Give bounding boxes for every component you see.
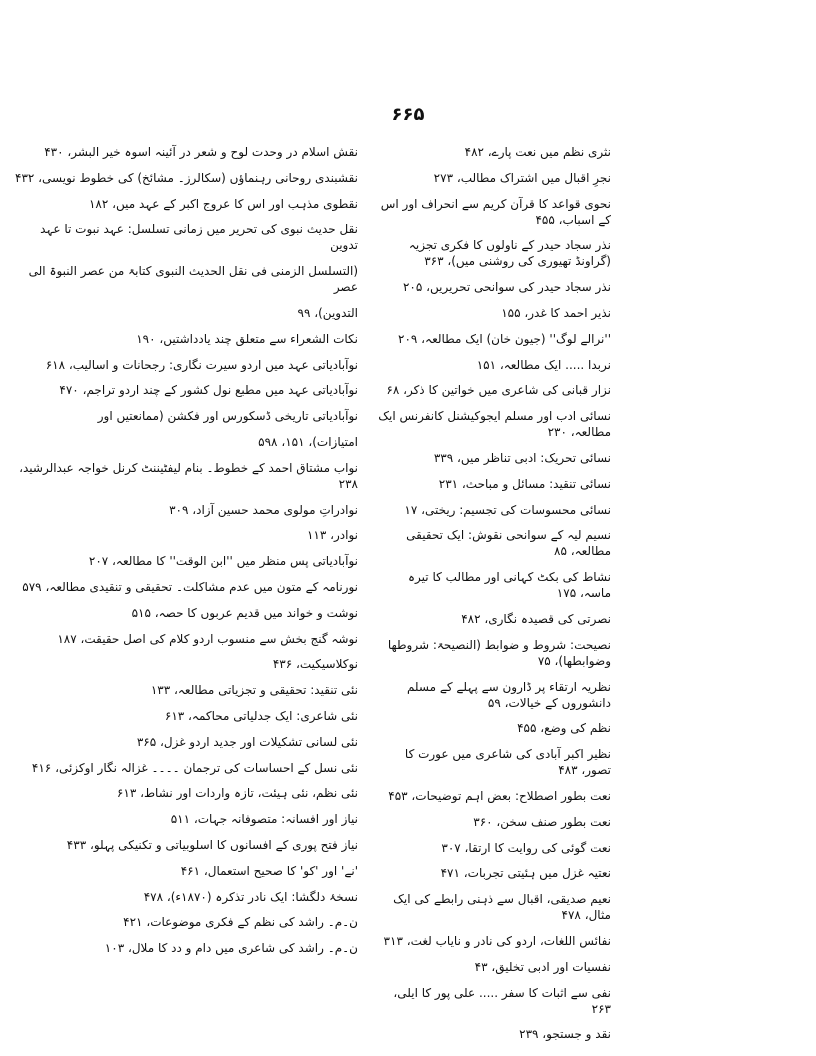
index-entry: امتیازات)، ۱۵۱، ۵۹۸ [258,434,358,449]
index-entry: نعت بطور صنف سخن، ۳۶۰ [473,814,611,829]
index-entry: نسائی ادب اور مسلم ایجوکیشنل کانفرنس ایک مطالعہ، ۲۳۰ [378,409,611,440]
index-entry: نسیم لیہ کے سوانحی نقوش: ایک تحقیقی مطالعہ، ۸۵ [406,528,611,559]
index-entry: نظریہ ارتقاء پر ڈارون سے پہلے کے مسلم دانشوروں کے خیالات، ۵۹ [406,679,611,710]
index-entry: نعتیہ غزل میں ہئیتی تجربات، ۴۷۱ [440,866,611,881]
index-entry: نوآبادیاتی پس منظر میں ''ابن الوقت'' کا مطالعہ، ۲۰۷ [88,554,358,569]
index-entry: نکات الشعراء سے متعلق چند یادداشتیں، ۱۹۰ [136,331,358,346]
index-entry: نذر سجاد حیدر کی سوانحی تحریریں، ۲۰۵ [402,280,611,295]
index-entry: نظیر اکبر آبادی کی شاعری میں عورت کا تصور، ۴۸۳ [404,747,611,778]
index-entry: 'نے' اور 'کو' کا صحیح استعمال، ۴۶۱ [180,863,358,878]
index-column-left [13,144,358,966]
index-entry: نئی تنقید: تحقیقی و تجزیاتی مطالعہ، ۱۳۳ [150,683,358,698]
index-entry: نئی نسل کے احساسات کی ترجمان ۔۔۔۔ غزالہ نگار اوکزئی، ۴۱۶ [31,760,358,775]
index-entry: نزار قبانی کی شاعری میں خواتین کا ذکر، ۶۸ [386,383,611,398]
index-entry: نفی سے اثبات کا سفر ..... علی پور کا ایلی، ۲۶۳ [393,985,611,1016]
index-entry: نفسیات اور ادبی تخلیق، ۴۳ [474,959,611,974]
index-entry: نوشہ گنج بخش سے منسوب اردو کلام کی اصل حقیقت، ۱۸۷ [57,631,358,646]
index-entry: نصرتی کی قصیدہ نگاری، ۴۸۲ [461,611,611,626]
index-entry: نئی نظم، نئی ہیئت، تازہ واردات اور نشاط، ۶۱۳ [116,786,358,801]
index-entry: نوادراتِ مولوی محمد حسین آزاد، ۳۰۹ [169,502,358,517]
index-entry: نحوی قواعد کا قرآن کریم سے انحراف اور اس کے اسباب، ۴۵۵ [380,196,611,227]
index-entry: نئی شاعری: ایک جدلیاتی محاکمہ، ۶۱۳ [164,708,358,723]
index-entry: التدوین)، ۹۹ [297,305,358,320]
index-entry: نعت گوئی کی روایت کا ارتقا، ۳۰۷ [441,840,611,855]
index-entry: ن۔م۔ راشد کی شاعری میں دام و دد کا ملال، ۱۰۳ [104,941,358,956]
index-entry: نیاز اور افسانہ: متصوفانہ جہات، ۵۱۱ [170,812,358,827]
index-entry: نفائس اللغات، اردو کی نادر و نایاب لغت، ۳۱۳ [383,933,611,948]
index-entry: نوآبادیاتی عہد میں اردو سیرت نگاری: رجحانات و اسالیب، ۶۱۸ [45,357,358,372]
index-column-right [376,144,611,1052]
index-entry: نذیر احمد کا غدر، ۱۵۵ [501,305,611,320]
index-entry: نوآبادیاتی تاریخی ڈسکورس اور فکشن (ممانعتیں اور [97,409,358,424]
page-number: ۶۶۵ [391,104,425,125]
index-entry: نورنامہ کے متون میں عدم مشاکلت۔ تحقیقی و تنقیدی مطالعہ، ۵۷۹ [22,579,358,594]
index-entry: نوکلاسیکیت، ۴۳۶ [272,657,358,672]
index-entry: نیاز فتح پوری کے افسانوں کا اسلوبیاتی و تکنیکی پہلو، ۴۳۳ [66,837,358,852]
index-entry: نقل حدیث نبوی کی تحریر میں زمانی تسلسل: عہد نبوت تا عہد تدوین [40,222,358,253]
index-entry: ''نرالے لوگ'' (جیون خان) ایک مطالعہ، ۲۰۹ [398,331,611,346]
index-entry: نوشت و خواند میں قدیم عربوں کا حصہ، ۵۱۵ [131,605,358,620]
index-entry: نصیحت: شروط و ضوابط (النصیحۃ: شروطھا وضوابطھا)، ۷۵ [387,637,611,668]
index-entry: نقد و جستجو، ۲۳۹ [519,1027,611,1042]
index-entry: نقشبندی روحانی رہنماؤں (سکالرز۔ مشائخ) کی خطوط نویسی، ۴۳۲ [15,170,358,185]
index-entry: نظم کی وضع، ۴۵۵ [517,721,611,736]
index-entry: نواب مشتاق احمد کے خطوط۔ بنام لیفٹیننٹ کرنل خواجہ عبدالرشید، ۲۳۸ [19,460,358,491]
index-entry: نشاط کی بکٹ کہانی اور مطالب کا تیرہ ماسہ، ۱۷۵ [408,570,611,601]
index-entry: نقطوی مذہب اور اس کا عروج اکبر کے عہد میں، ۱۸۲ [88,196,358,211]
index-entry: نئی لسانی تشکیلات اور جدید اردو غزل، ۳۶۵ [136,734,358,749]
index-entry: نسخۂ دلگشا: ایک نادر تذکرہ (۱۸۷۰ء)، ۴۷۸ [143,889,358,904]
index-entry: نربدا ..... ایک مطالعہ، ۱۵۱ [476,357,611,372]
index-entry: نعت بطور اصطلاح: بعض اہم توضیحات، ۴۵۳ [388,788,611,803]
index-entry: نعیم صدیقی، اقبال سے ذہنی رابطے کی ایک مثال، ۴۷۸ [393,892,611,923]
index-entry: (التسلسل الزمنی فی نقل الحدیث النبوی کتابۃ من عصر النبوۃ الی عصر [28,264,358,295]
index-entry: نقش اسلام در وحدت لوح و شعر در آئینہ اسوہ خیر البشر، ۴۳۰ [44,145,358,159]
index-entry: نسائی تحریک: ادبی تناظر میں، ۳۳۹ [433,450,611,465]
index-entry: نسائی محسوسات کی تجسیم: ریختی، ۱۷ [404,502,611,517]
index-entry: ن۔م۔ راشد کی نظم کے فکری موضوعات، ۴۲۱ [123,915,358,930]
index-entry: نوادر، ۱۱۳ [306,528,358,543]
index-entry: نثری نظم میں نعت پارے، ۴۸۲ [464,145,611,159]
index-entry: نذر سجاد حیدر کے ناولوں کا فکری تجزیہ (گراونڈ تھیوری کی روشنی میں)، ۳۶۳ [408,238,611,269]
index-entry: نسائی تنقید: مسائل و مباحث، ۲۳۱ [438,476,611,491]
index-entry: نوآبادیاتی عہد میں مطبع نول کشور کے چند اردو تراجم، ۴۷۰ [59,383,358,398]
index-entry: نجرِ اقبال میں اشتراک مطالب، ۲۷۳ [433,170,611,185]
